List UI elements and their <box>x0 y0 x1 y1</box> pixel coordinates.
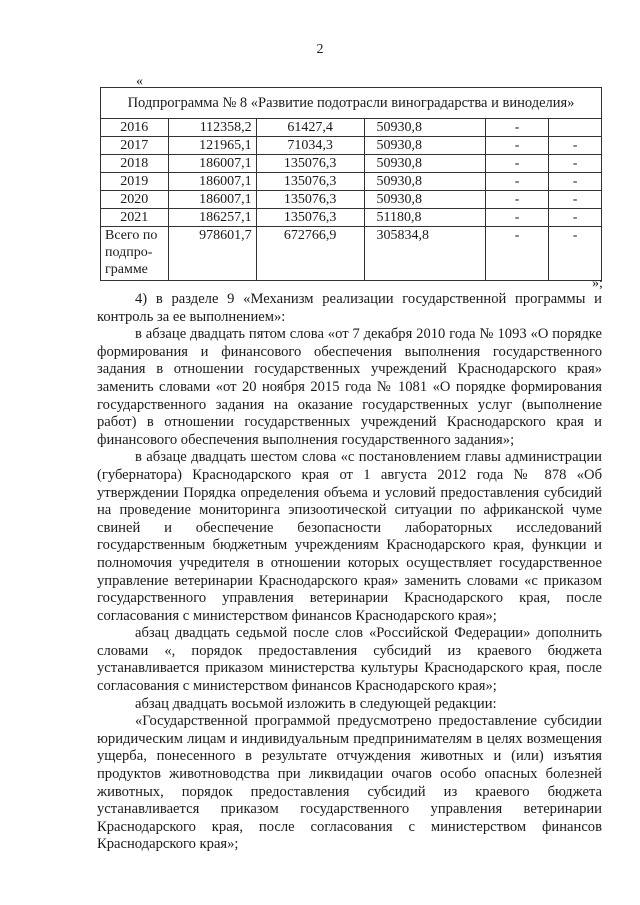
total-cell: 978601,7 <box>168 227 256 281</box>
federal-cell: 61427,4 <box>256 119 364 137</box>
table-row <box>101 119 602 137</box>
total-cell: 186257,1 <box>168 209 256 227</box>
municipal-cell: - <box>485 137 548 155</box>
table-row <box>101 137 602 155</box>
subprogram-table <box>100 87 602 281</box>
paragraph-item-4: 4) в разделе 9 «Механизм реализации государственной программы и контроль за ее выполнением»: <box>97 291 602 325</box>
year-cell: 2016 <box>101 119 169 137</box>
federal-cell: 135076,3 <box>256 191 364 209</box>
regional-cell: 50930,8 <box>364 155 485 173</box>
regional-cell: 50930,8 <box>364 173 485 191</box>
year-cell: 2021 <box>101 209 169 227</box>
total-label-cell: Всего по подпро-грамме <box>101 227 169 281</box>
year-cell: 2019 <box>101 173 169 191</box>
total-cell: 186007,1 <box>168 173 256 191</box>
table-total-row <box>101 227 602 281</box>
regional-cell: 50930,8 <box>364 137 485 155</box>
municipal-cell: - <box>485 227 548 281</box>
total-cell: 186007,1 <box>168 155 256 173</box>
municipal-cell: - <box>485 173 548 191</box>
federal-cell: 71034,3 <box>256 137 364 155</box>
funding-table <box>100 87 602 281</box>
paragraph-26: в абзаце двадцать шестом слова «с постановлением главы администрации (губернатора) Краснодарского края от 1 августа 2012 года № 878 «Об утверждении Порядка определения объема и условий предоставления субсидий на проведение мониторинга эпизоотической ситуации по африканской чуме свиней и обеспечение безопасности лабораторных исследований государственным бюджетным учреждениям Краснодарского края, функции и полномочия учредителя в отношении которых осуществляет государственное управление ветеринарии Краснодарского края» заменить словами «с приказом государственного управления ветеринарии Краснодарского края, после согласования с министерством финансов Краснодарского края»; <box>97 449 602 624</box>
federal-cell: 672766,9 <box>256 227 364 281</box>
opening-quote: « <box>136 74 143 89</box>
federal-cell: 135076,3 <box>256 209 364 227</box>
table-row <box>101 191 602 209</box>
total-cell: 112358,2 <box>168 119 256 137</box>
other-cell: - <box>549 155 602 173</box>
table-title: Подпрограмма № 8 «Развитие подотрасли виноградарства и виноделия» <box>101 88 602 119</box>
regional-cell: 51180,8 <box>364 209 485 227</box>
municipal-cell: - <box>485 119 548 137</box>
paragraph-25: в абзаце двадцать пятом слова «от 7 декабря 2010 года № 1093 «О порядке формирования и финансового обеспечения выполнения государственного задания в отношении государственных учреждений Краснодарского края» заменить словами «от 20 ноября 2015 года № 1081 «О порядке формирования государственного задания на оказание государственных услуг (выполнение работ) в отношении государственных учреждений Краснодарского края и финансового обеспечения выполнения государственного задания»; <box>97 326 602 448</box>
municipal-cell: - <box>485 155 548 173</box>
paragraph-27: абзац двадцать седьмой после слов «Российской Федерации» дополнить словами «, порядок предоставления субсидий из краевого бюджета устанавливается приказом министерства культуры Краснодарского края, после согласования с министерством финансов Краснодарского края»; <box>97 625 602 695</box>
regional-cell: 305834,8 <box>364 227 485 281</box>
year-cell: 2018 <box>101 155 169 173</box>
page-number: 2 <box>316 42 324 57</box>
other-cell: - <box>549 191 602 209</box>
regional-cell: 50930,8 <box>364 119 485 137</box>
year-cell: 2017 <box>101 137 169 155</box>
table-row <box>101 209 602 227</box>
other-cell <box>549 119 602 137</box>
paragraph-28-new-text: «Государственной программой предусмотрено предоставление субсидии юридическим лицам и индивидуальным предпринимателям в целях возмещения ущерба, понесенного в результате отчуждения животных и (или) изъятия продуктов животноводства при ликвидации очагов особо опасных болезней животных, порядок предоставления субсидий из краевого бюджета устанавливается приказом государственного управления ветеринарии Краснодарского края, после согласования с министерством финансов Краснодарского края»; <box>97 713 602 853</box>
regional-cell: 50930,8 <box>364 191 485 209</box>
year-cell: 2020 <box>101 191 169 209</box>
total-cell: 186007,1 <box>168 191 256 209</box>
other-cell: - <box>549 173 602 191</box>
table-row <box>101 155 602 173</box>
document-body <box>97 291 602 854</box>
other-cell: - <box>549 227 602 281</box>
municipal-cell: - <box>485 191 548 209</box>
table-row <box>101 173 602 191</box>
municipal-cell: - <box>485 209 548 227</box>
federal-cell: 135076,3 <box>256 173 364 191</box>
federal-cell: 135076,3 <box>256 155 364 173</box>
other-cell: - <box>549 137 602 155</box>
closing-quote: »; <box>592 276 603 291</box>
paragraph-28-intro: абзац двадцать восьмой изложить в следующей редакции: <box>135 695 497 712</box>
total-cell: 121965,1 <box>168 137 256 155</box>
table-title-row <box>101 88 602 119</box>
other-cell: - <box>549 209 602 227</box>
